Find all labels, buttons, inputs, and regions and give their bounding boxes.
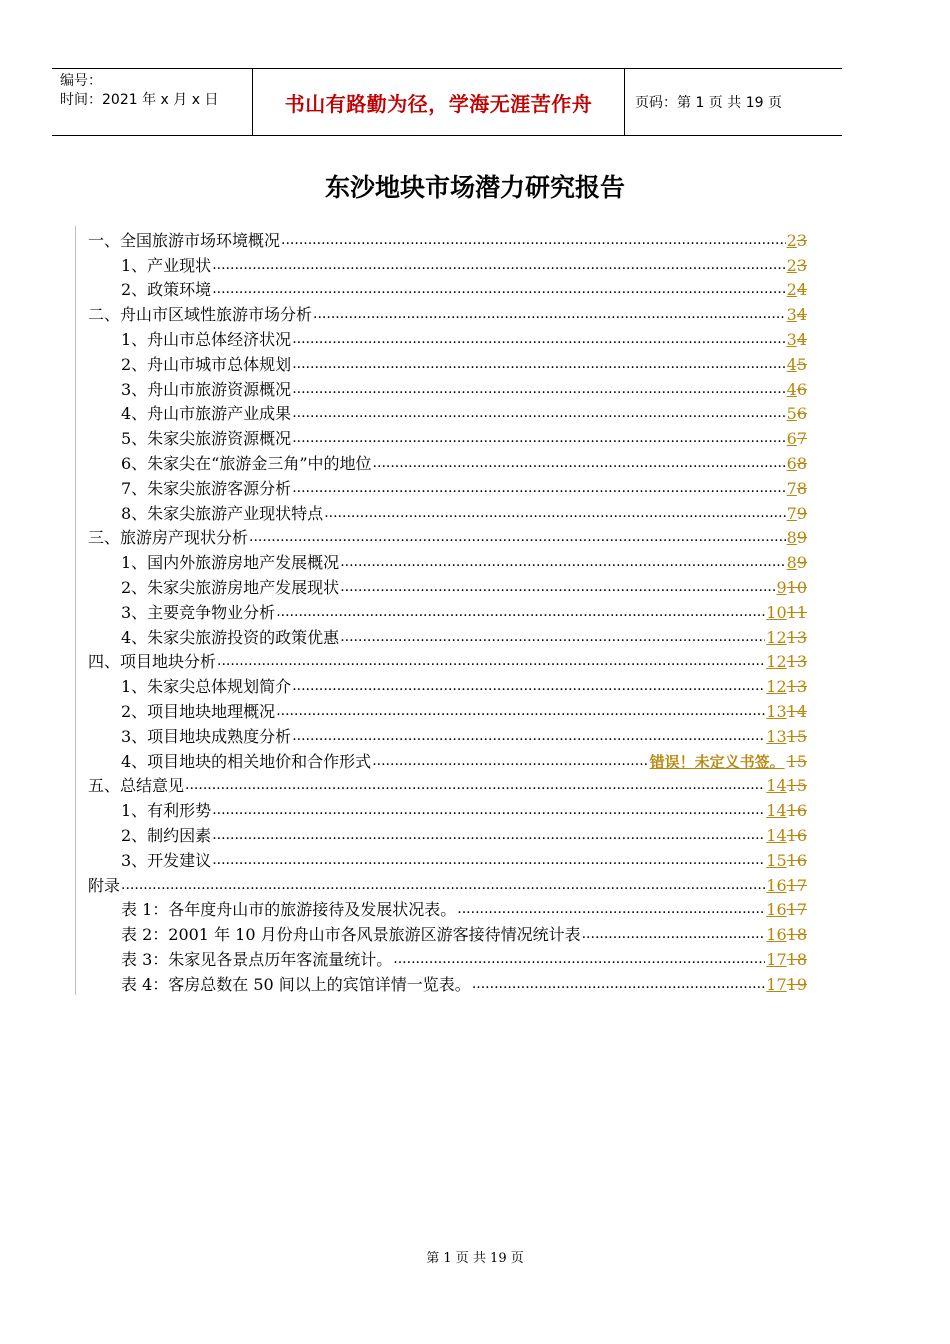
toc-page-old-deleted: 7	[796, 429, 807, 449]
toc-dot-leader	[340, 578, 775, 596]
toc-page-old-deleted: 6	[796, 379, 807, 399]
toc-page-old-deleted: 13	[786, 627, 807, 647]
toc-dot-leader	[340, 553, 785, 571]
toc-dot-leader	[276, 702, 765, 720]
toc-subsection-entry[interactable]	[76, 350, 807, 375]
toc-entry-label: 2、项目地块地理概况	[121, 701, 276, 721]
toc-dot-leader	[292, 429, 785, 447]
toc-page-number[interactable]	[787, 380, 807, 400]
toc-dot-leader	[292, 677, 765, 695]
toc-page-number[interactable]	[766, 776, 807, 796]
toc-page-number[interactable]	[766, 628, 807, 648]
toc-subsection-entry[interactable]	[76, 896, 807, 921]
toc-page-number[interactable]	[766, 727, 807, 747]
toc-page-old-deleted: 16	[786, 825, 807, 845]
page-footer: 第 1 页 共 19 页	[426, 1251, 524, 1266]
document-number-label: 编号：	[60, 73, 102, 89]
toc-dot-leader	[313, 305, 786, 323]
toc-dot-leader	[457, 900, 765, 918]
toc-page-new: 17	[766, 974, 787, 994]
toc-page-number[interactable]	[787, 404, 807, 424]
toc-page-old-deleted: 9	[796, 503, 807, 523]
toc-page-old-deleted: 16	[786, 801, 807, 821]
toc-page-number[interactable]	[787, 553, 807, 573]
toc-section-entry[interactable]	[76, 772, 807, 797]
toc-section-entry[interactable]	[76, 300, 807, 325]
toc-entry-label: 5、朱家尖旅游资源概况	[121, 429, 292, 449]
toc-subsection-entry[interactable]	[76, 251, 807, 276]
toc-page-number[interactable]	[650, 752, 807, 772]
toc-section-entry[interactable]	[76, 226, 807, 251]
toc-dot-leader	[373, 454, 786, 472]
toc-subsection-entry[interactable]	[76, 623, 807, 648]
toc-page-number[interactable]	[766, 826, 807, 846]
toc-dot-leader	[393, 950, 765, 968]
toc-subsection-entry[interactable]	[76, 375, 807, 400]
toc-entry-label: 三、旅游房产现状分析	[88, 528, 249, 548]
toc-page-old-deleted: 6	[796, 404, 807, 424]
toc-subsection-entry[interactable]	[76, 722, 807, 747]
toc-page-number[interactable]	[787, 355, 807, 375]
toc-page-number[interactable]	[766, 950, 807, 970]
toc-subsection-entry[interactable]	[76, 400, 807, 425]
toc-subsection-entry[interactable]	[76, 449, 807, 474]
toc-page-old-deleted: 11	[786, 602, 807, 622]
toc-dot-leader	[472, 975, 765, 993]
toc-dot-leader	[281, 231, 786, 249]
toc-subsection-entry[interactable]	[76, 499, 807, 524]
toc-page-old-deleted: 13	[786, 652, 807, 672]
toc-page-number[interactable]	[766, 603, 807, 623]
toc-page-number[interactable]	[776, 578, 807, 598]
toc-entry-label: 3、项目地块成熟度分析	[121, 726, 292, 746]
toc-subsection-entry[interactable]	[76, 821, 807, 846]
toc-dot-leader	[217, 652, 765, 670]
toc-page-number[interactable]	[766, 925, 807, 945]
toc-subsection-entry[interactable]	[76, 598, 807, 623]
toc-page-number[interactable]	[766, 801, 807, 821]
toc-dot-leader	[292, 404, 785, 422]
toc-dot-leader	[212, 851, 765, 869]
toc-entry-label: 2、制约因素	[121, 825, 212, 845]
toc-page-number[interactable]	[787, 305, 807, 325]
toc-page-new: 15	[766, 850, 787, 870]
toc-dot-leader	[372, 752, 648, 770]
toc-dot-leader	[212, 826, 765, 844]
toc-subsection-entry[interactable]	[76, 325, 807, 350]
running-header	[52, 68, 842, 136]
toc-entry-label: 表 4：客房总数在 50 间以上的宾馆详情一览表。	[121, 974, 471, 994]
toc-page-old-deleted: 19	[786, 974, 807, 994]
toc-page-new: 2	[786, 280, 797, 300]
toc-page-new: 14	[766, 776, 787, 796]
toc-page-number[interactable]	[787, 429, 807, 449]
toc-page-new: 16	[766, 900, 787, 920]
toc-page-old-deleted: 4	[796, 280, 807, 300]
toc-entry-label: 7、朱家尖旅游客源分析	[121, 478, 292, 498]
toc-subsection-entry[interactable]	[76, 697, 807, 722]
toc-page-new: 13	[766, 726, 787, 746]
toc-page-old-deleted: 3	[796, 255, 807, 275]
toc-page-number[interactable]	[787, 256, 807, 276]
toc-page-new: 12	[766, 677, 787, 697]
toc-page-old-deleted: 9	[796, 553, 807, 573]
toc-entry-label: 4、朱家尖旅游投资的政策优惠	[121, 627, 340, 647]
toc-subsection-entry[interactable]	[76, 672, 807, 697]
toc-page-old-deleted: 17	[786, 900, 807, 920]
toc-page-new: 16	[766, 875, 787, 895]
toc-page-number[interactable]	[787, 479, 807, 499]
toc-dot-leader	[121, 876, 765, 894]
header-motto: 书山有路勤为径，学海无涯苦作舟	[253, 69, 625, 135]
toc-entry-label: 五、总结意见	[88, 776, 185, 796]
toc-dot-leader	[249, 528, 786, 546]
header-page-info: 页码：第 1 页 共 19 页	[635, 95, 782, 111]
toc-subsection-entry[interactable]	[76, 424, 807, 449]
toc-entry-label: 3、舟山市旅游资源概况	[121, 379, 292, 399]
toc-page-new: 7	[786, 503, 797, 523]
toc-dot-leader	[212, 280, 785, 298]
toc-entry-label: 1、产业现状	[121, 255, 212, 275]
toc-entry-label: 6、朱家尖在“旅游金三角”中的地位	[121, 453, 372, 473]
toc-dot-leader	[276, 603, 765, 621]
toc-page-old-deleted: 3	[796, 230, 807, 250]
toc-entry-label: 附录	[88, 875, 121, 895]
toc-entry-label: 4、舟山市旅游产业成果	[121, 404, 292, 424]
toc-page-old-deleted: 10	[786, 577, 807, 597]
toc-page-number[interactable]	[766, 652, 807, 672]
toc-page-old-deleted: 18	[786, 925, 807, 945]
toc-page-new: 3	[786, 329, 797, 349]
toc-entry-label: 1、国内外旅游房地产发展概况	[121, 553, 340, 573]
toc-section-entry[interactable]	[76, 871, 807, 896]
toc-subsection-entry[interactable]	[76, 846, 807, 871]
toc-dot-leader	[212, 256, 785, 274]
table-of-contents	[75, 226, 807, 995]
toc-page-old-deleted: 4	[796, 305, 807, 325]
toc-subsection-entry[interactable]	[76, 945, 807, 970]
toc-page-new: 8	[786, 553, 797, 573]
toc-dot-leader	[292, 330, 785, 348]
toc-subsection-entry[interactable]	[76, 970, 807, 995]
toc-page-new: 13	[766, 701, 787, 721]
toc-section-entry[interactable]	[76, 648, 807, 673]
toc-page-number[interactable]	[766, 851, 807, 871]
toc-subsection-entry[interactable]	[76, 276, 807, 301]
toc-page-number[interactable]	[787, 504, 807, 524]
toc-page-number[interactable]	[787, 454, 807, 474]
toc-subsection-entry[interactable]	[76, 920, 807, 945]
toc-page-old-deleted: 18	[786, 949, 807, 969]
toc-entry-label: 2、舟山市城市总体规划	[121, 354, 292, 374]
toc-page-new: 10	[766, 602, 787, 622]
toc-page-new: 12	[766, 652, 787, 672]
toc-bookmark-error: 错误！未定义书签。	[649, 752, 785, 771]
toc-page-new: 2	[786, 230, 797, 250]
toc-page-new: 14	[766, 825, 787, 845]
toc-page-old-deleted: 16	[786, 850, 807, 870]
toc-page-old-deleted: 9	[796, 528, 807, 548]
toc-page-old-deleted: 17	[786, 875, 807, 895]
toc-page-number[interactable]	[787, 330, 807, 350]
toc-page-old-deleted: 5	[796, 354, 807, 374]
toc-dot-leader	[292, 380, 785, 398]
toc-page-new: 12	[766, 627, 787, 647]
toc-page-number[interactable]	[766, 900, 807, 920]
toc-entry-label: 一、全国旅游市场环境概况	[88, 230, 281, 250]
toc-entry-label: 表 1：各年度舟山市的旅游接待及发展状况表。	[121, 900, 457, 920]
toc-entry-label: 表 3：朱家见各景点历年客流量统计。	[121, 949, 393, 969]
toc-page-old-deleted: 4	[796, 329, 807, 349]
toc-entry-label: 四、项目地块分析	[88, 652, 217, 672]
toc-page-number[interactable]	[766, 677, 807, 697]
toc-page-number[interactable]	[766, 876, 807, 896]
toc-page-old-deleted: 15	[786, 726, 807, 746]
toc-page-new: 6	[786, 453, 797, 473]
toc-page-number[interactable]	[766, 975, 807, 995]
toc-page-number[interactable]	[787, 528, 807, 548]
toc-dot-leader	[292, 727, 765, 745]
toc-subsection-entry[interactable]	[76, 747, 807, 772]
toc-entry-label: 1、朱家尖总体规划简介	[121, 677, 292, 697]
toc-dot-leader	[324, 504, 785, 522]
toc-dot-leader	[340, 628, 765, 646]
toc-entry-label: 1、舟山市总体经济状况	[121, 329, 292, 349]
toc-entry-label: 表 2：2001 年 10 月份舟山市各风景旅游区游客接待情况统计表	[121, 925, 581, 945]
toc-page-old-deleted: 8	[796, 453, 807, 473]
toc-page-new: 6	[786, 429, 797, 449]
toc-page-old-deleted: 15	[786, 751, 807, 771]
toc-subsection-entry[interactable]	[76, 474, 807, 499]
toc-entry-label: 2、政策环境	[121, 280, 212, 300]
toc-entry-label: 1、有利形势	[121, 801, 212, 821]
toc-page-number[interactable]	[766, 702, 807, 722]
header-meta	[52, 69, 253, 135]
document-title: 东沙地块市场潜力研究报告	[324, 173, 625, 202]
toc-dot-leader	[185, 776, 765, 794]
toc-page-old-deleted: 13	[786, 677, 807, 697]
toc-section-entry[interactable]	[76, 524, 807, 549]
toc-subsection-entry[interactable]	[76, 573, 807, 598]
toc-page-new: 7	[786, 478, 797, 498]
toc-entry-label: 3、主要竞争物业分析	[121, 602, 276, 622]
toc-page-new: 5	[786, 404, 797, 424]
toc-dot-leader	[292, 479, 785, 497]
toc-page-number[interactable]	[787, 231, 807, 251]
toc-page-new: 2	[786, 255, 797, 275]
toc-subsection-entry[interactable]	[76, 796, 807, 821]
document-time-label: 时间：2021 年 x 月 x 日	[60, 92, 219, 108]
toc-entry-label: 2、朱家尖旅游房地产发展现状	[121, 577, 340, 597]
toc-dot-leader	[582, 925, 766, 943]
toc-subsection-entry[interactable]	[76, 548, 807, 573]
toc-entry-label: 4、项目地块的相关地价和合作形式	[121, 751, 372, 771]
toc-page-old-deleted: 15	[786, 776, 807, 796]
toc-page-new: 16	[766, 925, 787, 945]
toc-page-new: 4	[786, 379, 797, 399]
toc-entry-label: 3、开发建议	[121, 850, 212, 870]
toc-page-new: 8	[786, 528, 797, 548]
toc-page-old-deleted: 14	[786, 701, 807, 721]
toc-page-old-deleted: 8	[796, 478, 807, 498]
toc-dot-leader	[212, 801, 765, 819]
toc-page-new: 4	[786, 354, 797, 374]
toc-dot-leader	[292, 355, 785, 373]
toc-page-number[interactable]	[787, 280, 807, 300]
toc-page-new: 14	[766, 801, 787, 821]
toc-page-new: 3	[786, 305, 797, 325]
toc-entry-label: 8、朱家尖旅游产业现状特点	[121, 503, 324, 523]
toc-page-new: 9	[776, 577, 787, 597]
toc-page-new: 17	[766, 949, 787, 969]
toc-entry-label: 二、舟山市区域性旅游市场分析	[88, 305, 313, 325]
